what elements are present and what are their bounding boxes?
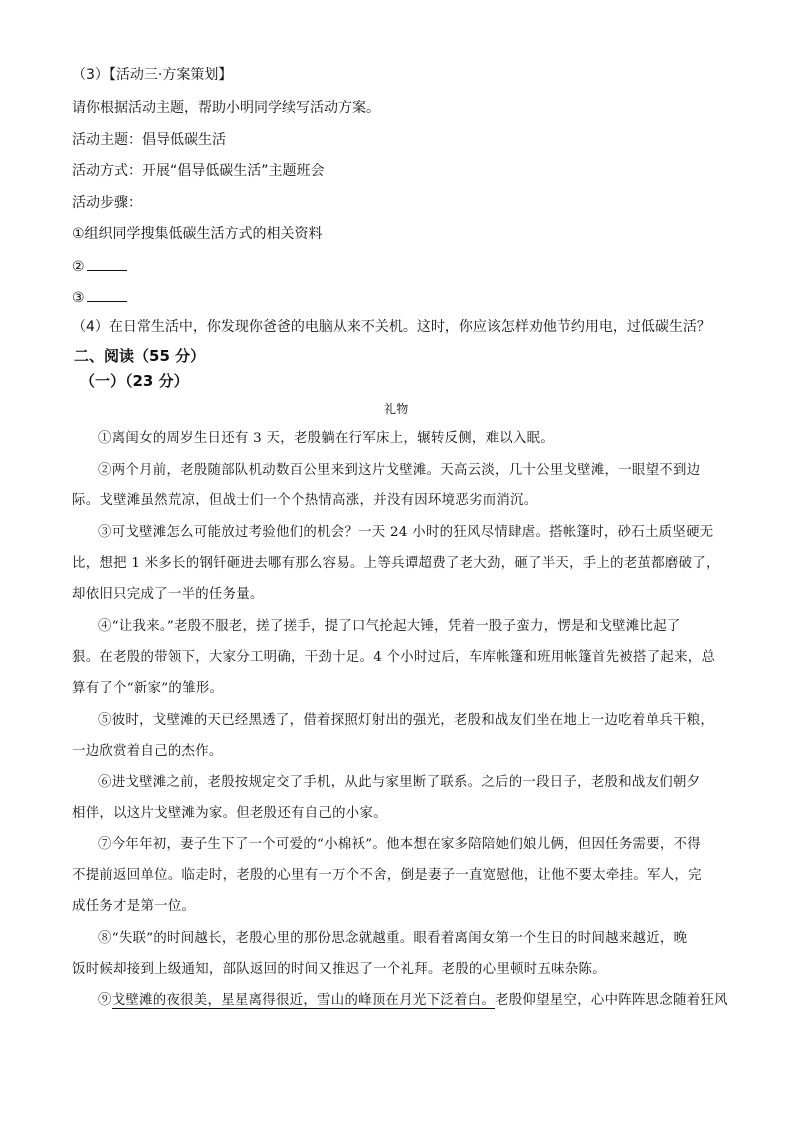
story-line-last	[98, 992, 728, 1010]
activity-steps-label: 活动步骤：	[72, 195, 142, 211]
story-line: ③可戈壁滩怎么可能放过考验他们的机会？一天 24 小时的狂风尽情肆虐。搭帐篷时，砂石土质坚硬无	[98, 525, 714, 540]
paragraph-9-text: 老殷仰望星空，心中阵阵思念随着狂风	[495, 993, 728, 1008]
story-line: 狠。在老殷的带领下，大家分工明确，干劲十足。4 个小时过后，车库帐篷和班用帐篷首先被搭了起来，总	[72, 650, 716, 665]
story-line: 相伴，以这片戈壁滩为家。但老殷还有自己的小家。	[72, 806, 387, 821]
story-line: ②两个月前，老殷随部队机动数百公里来到这片戈壁滩。天高云淡，几十公里戈壁滩，一眼望不到边	[98, 463, 701, 478]
question-3-instruction: 请你根据活动主题，帮助小明同学续写活动方案。	[72, 100, 380, 116]
activity-step-1: ①组织同学搜集低碳生活方式的相关资料	[72, 226, 323, 242]
paragraph-9-marker: ⑨	[98, 993, 112, 1008]
story-line: 算有了个“新家”的雏形。	[72, 681, 224, 696]
story-line: 际。戈壁滩虽然荒凉，但战士们一个个热情高涨，并没有因环境恶劣而消沉。	[72, 493, 538, 508]
story-line: 比，想把 1 米多长的钢钎砸进去哪有那么容易。上等兵谭超费了老大劲，砸了半天，手上的老茧都磨破了，	[72, 556, 720, 571]
activity-step-3	[72, 287, 127, 307]
story-line: 不提前返回单位。临走时，老殷的心里有一万个不舍，倒是妻子一直宽慰他，让他不要太牵挂。军人，完	[72, 868, 702, 883]
question-4: （4）在日常生活中，你发现你爸爸的电脑从来不关机。这时，你应该怎样劝他节约用电，过低碳生活？	[72, 319, 711, 335]
story-line: ⑥进戈壁滩之前，老殷按规定交了手机，从此与家里断了联系。之后的一段日子，老殷和战友们朝夕	[98, 775, 701, 790]
section-title: 二、阅读（55 分）	[74, 347, 206, 365]
story-line: ⑤彼时，戈壁滩的天已经黑透了，借着探照灯射出的强光，老殷和战友们坐在地上一边吃着单兵干粮，	[98, 713, 715, 728]
story-title: 礼物	[384, 402, 409, 416]
story-line: 饭时候却接到上级通知，部队返回的时间又推迟了一个礼拜。老殷的心里顿时五味杂陈。	[72, 962, 606, 977]
story-line: ⑦今年年初，妻子生下了一个可爱的“小棉袄”。他本想在家多陪陪她们娘儿俩，但因任务需要，不得	[98, 837, 701, 852]
story-line: ④“让我来。”老殷不服老，搓了搓手，提了口气抡起大锤，凭着一股子蛮力，愣是和戈壁滩比起了	[98, 619, 681, 634]
step-2-answer-blank[interactable]	[87, 256, 127, 271]
question-3-title: （3）【活动三·方案策划】	[72, 67, 233, 83]
story-line: 成任务才是第一位。	[72, 899, 196, 914]
activity-method: 活动方式：开展“倡导低碳生活”主题班会	[72, 163, 325, 179]
step-3-answer-blank[interactable]	[87, 287, 127, 302]
story-line: ⑧“失联”的时间越长，老殷心里的那份思念就越重。眼看着离闺女第一个生日的时间越来越近，晚	[98, 931, 688, 946]
activity-step-2	[72, 256, 127, 276]
step-2-marker: ②	[72, 259, 85, 275]
step-3-marker: ③	[72, 290, 85, 306]
story-line: ①离闺女的周岁生日还有 3 天，老殷躺在行军床上，辗转反侧，难以入眠。	[98, 431, 555, 446]
section-subtitle: （一）（23 分）	[80, 372, 189, 390]
story-line: 一边欣赏着自己的杰作。	[72, 744, 223, 759]
underlined-sentence: 戈壁滩的夜很美，星星离得很近，雪山的峰顶在月光下泛着白。	[111, 993, 496, 1008]
activity-theme: 活动主题：倡导低碳生活	[72, 132, 226, 148]
story-line: 却依旧只完成了一半的任务量。	[72, 587, 264, 602]
